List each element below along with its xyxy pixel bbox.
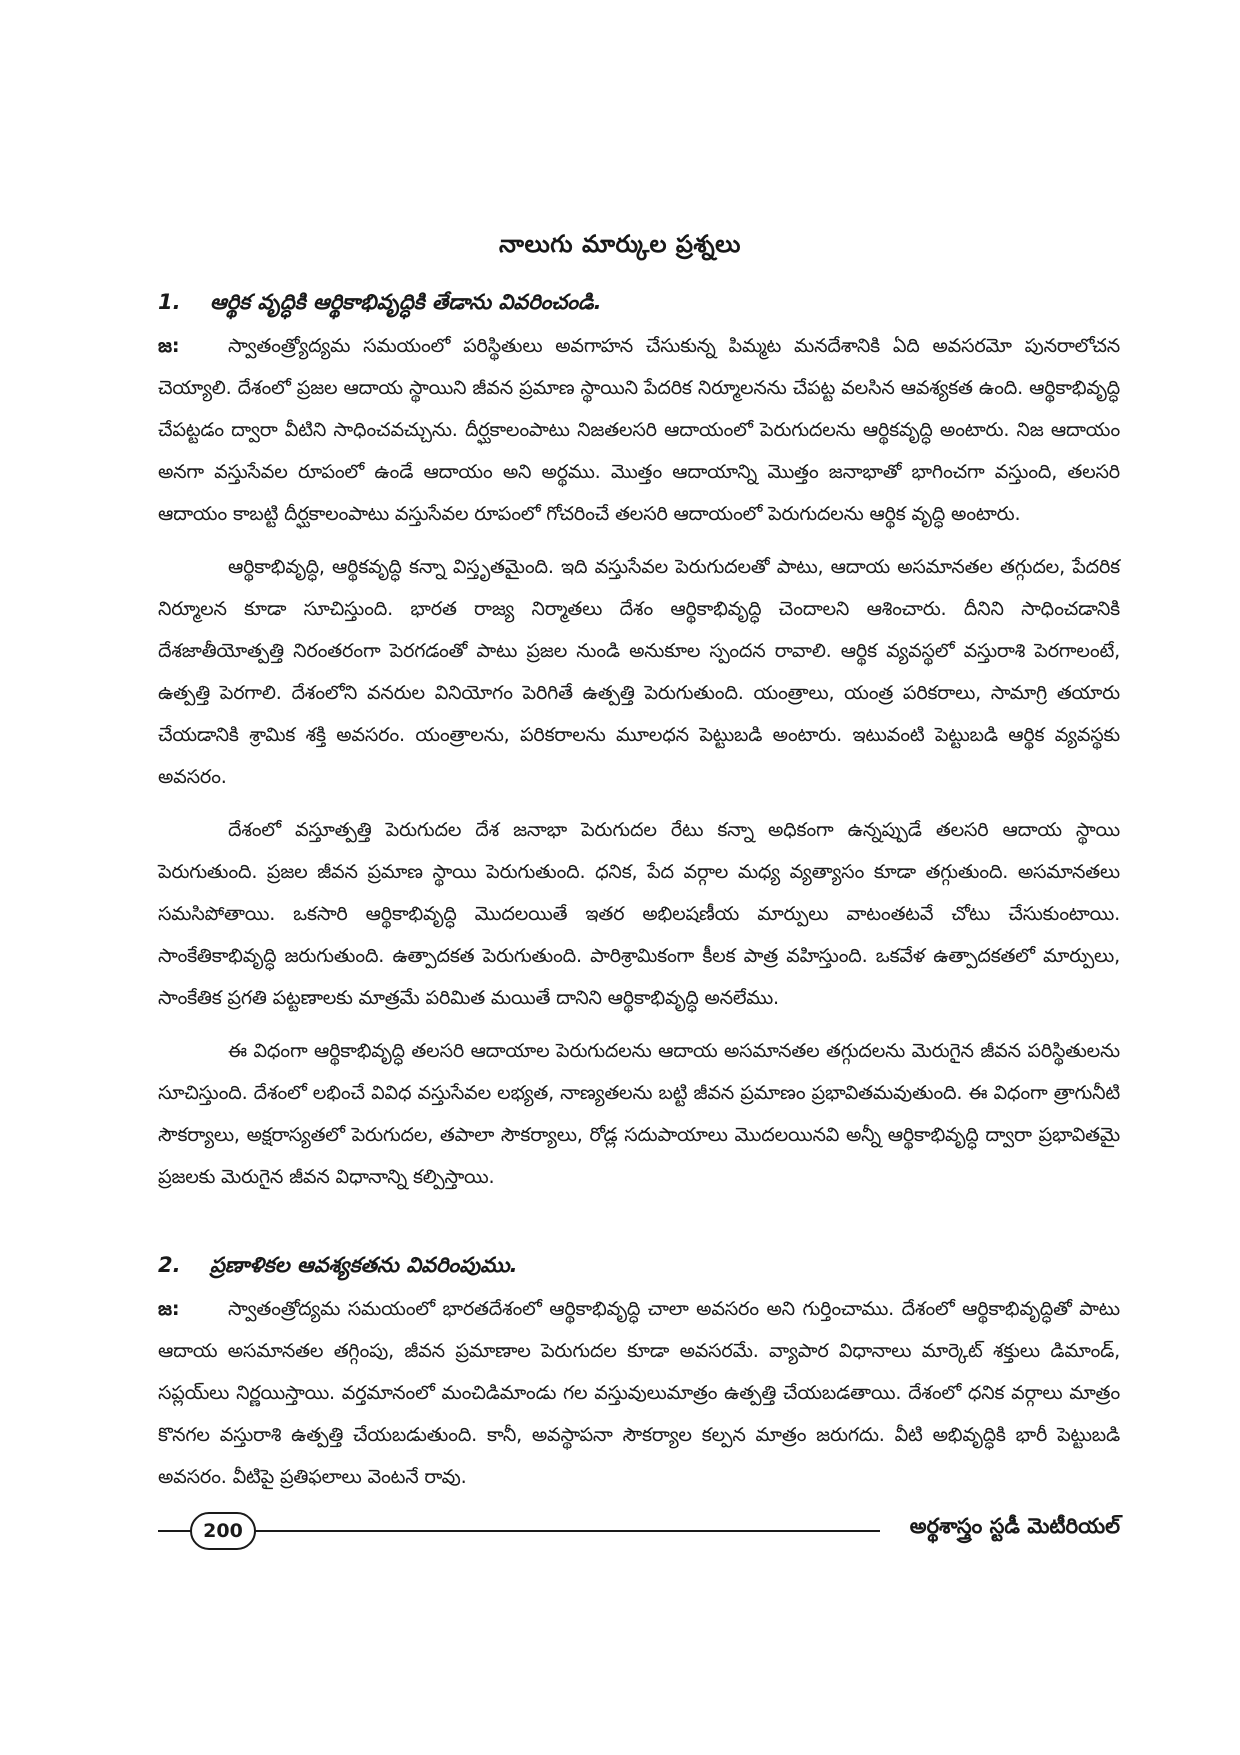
- section-title: నాలుగు మార్కుల ప్రశ్నలు: [499, 230, 741, 258]
- answer-1-paragraph-4: ఈ విధంగా ఆర్థికాభివృద్ధి తలసరి ఆదాయాల పెరుగుదలను ఆదాయ అసమానతల తగ్గుదలను మెరుగైన జీవన పరిస్థితులను సూచిస్తుంది. దేశంలో లభించే వివిధ వస్తుసేవల లభ్యత, నాణ్యతలను బట్టి జీవన ప్రమాణం ప్రభావితమవుతుంది. ఈ విధంగా త్రాగునీటి సౌకర్యాలు, అక్షరాస్యతలో పెరుగుదల, తపాలా సౌకర్యాలు, రోడ్ల సదుపాయాలు మొదలయినవి అన్నీ ఆర్థికాభివృద్ధి ద్వారా ప్రభావితమై ప్రజలకు మెరుగైన జీవన విధానాన్ని కల్పిస్తాయి.: [158, 1039, 1120, 1188]
- answer-1-paragraph-1: [158, 325, 1120, 535]
- answer-1-paragraph-3: దేశంలో వస్తూత్పత్తి పెరుగుదల దేశ జనాభా పెరుగుదల రేటు కన్నా అధికంగా ఉన్నప్పుడే తలసరి ఆదాయ స్థాయి పెరుగుతుంది. ప్రజల జీవన ప్రమాణ స్థాయి పెరుగుతుంది. ధనిక, పేద వర్గాల మధ్య వ్యత్యాసం కూడా తగ్గుతుంది. అసమానతలు సమసిపోతాయి. ఒకసారి ఆర్థికాభివృద్ధి మొదలయితే ఇతర అభిలషణీయ మార్పులు వాటంతటవే చోటు చేసుకుంటాయి. సాంకేతికాభివృద్ధి జరుగుతుంది. ఉత్పాదకత పెరుగుతుంది. పారిశ్రామికంగా కీలక పాత్ర వహిస్తుంది. ఒకవేళ ఉత్పాదకతలో మార్పులు, సాంకేతిక ప్రగతి పట్టణాలకు మాత్రమే పరిమిత మయితే దానిని ఆర్థికాభివృద్ధి అనలేము.: [158, 818, 1120, 1009]
- question-1-number: 1.: [158, 290, 181, 314]
- question-2-number: 2.: [158, 1253, 181, 1277]
- page-footer: [158, 1512, 1120, 1552]
- footer-rule-right: [254, 1530, 880, 1532]
- page-number-badge: 200: [190, 1512, 256, 1550]
- footer-book-title: అర్థశాస్త్రం స్టడీ మెటీరియల్: [909, 1514, 1120, 1538]
- question-2-text: ప్రణాళికల ఆవశ్యకతను వివరింపుము.: [210, 1253, 518, 1277]
- answer-2-label: జ:: [158, 1297, 180, 1320]
- answer-1-body: [158, 325, 1120, 1209]
- question-1-text: ఆర్థిక వృద్ధికి ఆర్థికాభివృద్ధికి తేడాను వివరించండి.: [210, 290, 602, 314]
- answer-2-paragraph-1: [158, 1288, 1120, 1498]
- answer-1-label: జ:: [158, 334, 180, 357]
- question-1-heading: [158, 290, 1118, 320]
- answer-1-paragraph-2: ఆర్థికాభివృద్ధి, ఆర్థికవృద్ధి కన్నా విస్తృతమైంది. ఇది వస్తుసేవల పెరుగుదలతో పాటు, ఆదాయ అసమానతల తగ్గుదల, పేదరిక నిర్మూలన కూడా సూచిస్తుంది. భారత రాజ్య నిర్మాతలు దేశం ఆర్థికాభివృద్ధి చెందాలని ఆశించారు. దీనిని సాధించడానికి దేశజాతీయోత్పత్తి నిరంతరంగా పెరగడంతో పాటు ప్రజల నుండి అనుకూల స్పందన రావాలి. ఆర్థిక వ్యవస్థలో వస్తురాశి పెరగాలంటే, ఉత్పత్తి పెరగాలి. దేశంలోని వనరుల వినియోగం పెరిగితే ఉత్పత్తి పెరుగుతుంది. యంత్రాలు, యంత్ర పరికరాలు, సామాగ్రి తయారు చేయడానికి శ్రామిక శక్తి అవసరం. యంత్రాలను, పరికరాలను మూలధన పెట్టుబడి అంటారు. ఇటువంటి పెట్టుబడి ఆర్థిక వ్యవస్థకు అవసరం.: [158, 555, 1120, 788]
- answer-1-paragraph-1-text: స్వాతంత్ర్యోద్యమ సమయంలో పరిస్థితులు అవగాహన చేసుకున్న పిమ్మట మనదేశానికి ఏది అవసరమో పునరాలోచన చెయ్యాలి. దేశంలో ప్రజల ఆదాయ స్థాయిని జీవన ప్రమాణ స్థాయిని పేదరిక నిర్మూలనను చేపట్ట వలసిన ఆవశ్యకత ఉంది. ఆర్థికాభివృద్ధి చేపట్టడం ద్వారా వీటిని సాధించవచ్చును. దీర్ఘకాలంపాటు నిజతలసరి ఆదాయంలో పెరుగుదలను ఆర్థికవృద్ధి అంటారు. నిజ ఆదాయం అనగా వస్తుసేవల రూపంలో ఉండే ఆదాయం అని అర్థము. మొత్తం ఆదాయాన్ని మొత్తం జనాభాతో భాగించగా వస్తుంది, తలసరి ఆదాయం కాబట్టి దీర్ఘకాలంపాటు వస్తుసేవల రూపంలో గోచరించే తలసరి ఆదాయంలో పెరుగుదలను ఆర్థిక వృద్ధి అంటారు.: [158, 334, 1120, 525]
- footer-rule-left: [158, 1530, 192, 1532]
- question-2-heading: [158, 1253, 1118, 1283]
- answer-2-paragraph-1-text: స్వాతంత్రోద్యమ సమయంలో భారతదేశంలో ఆర్థికాభివృద్ధి చాలా అవసరం అని గుర్తించాము. దేశంలో ఆర్థికాభివృద్ధితో పాటు ఆదాయ అసమానతల తగ్గింపు, జీవన ప్రమాణాల పెరుగుదల కూడా అవసరమే. వ్యాపార విధానాలు మార్కెట్ శక్తులు డిమాండ్, సప్లయ్‌లు నిర్ణయిస్తాయి. వర్తమానంలో మంచిడిమాండు గల వస్తువులుమాత్రం ఉత్పత్తి చేయబడతాయి. దేశంలో ధనిక వర్గాలు మాత్రం కొనగల వస్తురాశి ఉత్పత్తి చేయబడుతుంది. కానీ, అవస్థాపనా సౌకర్యాల కల్పన మాత్రం జరుగదు. వీటి అభివృద్ధికి భారీ పెట్టుబడి అవసరం. వీటిపై ప్రతిఫలాలు వెంటనే రావు.: [158, 1297, 1120, 1488]
- answer-2-body: [158, 1288, 1120, 1509]
